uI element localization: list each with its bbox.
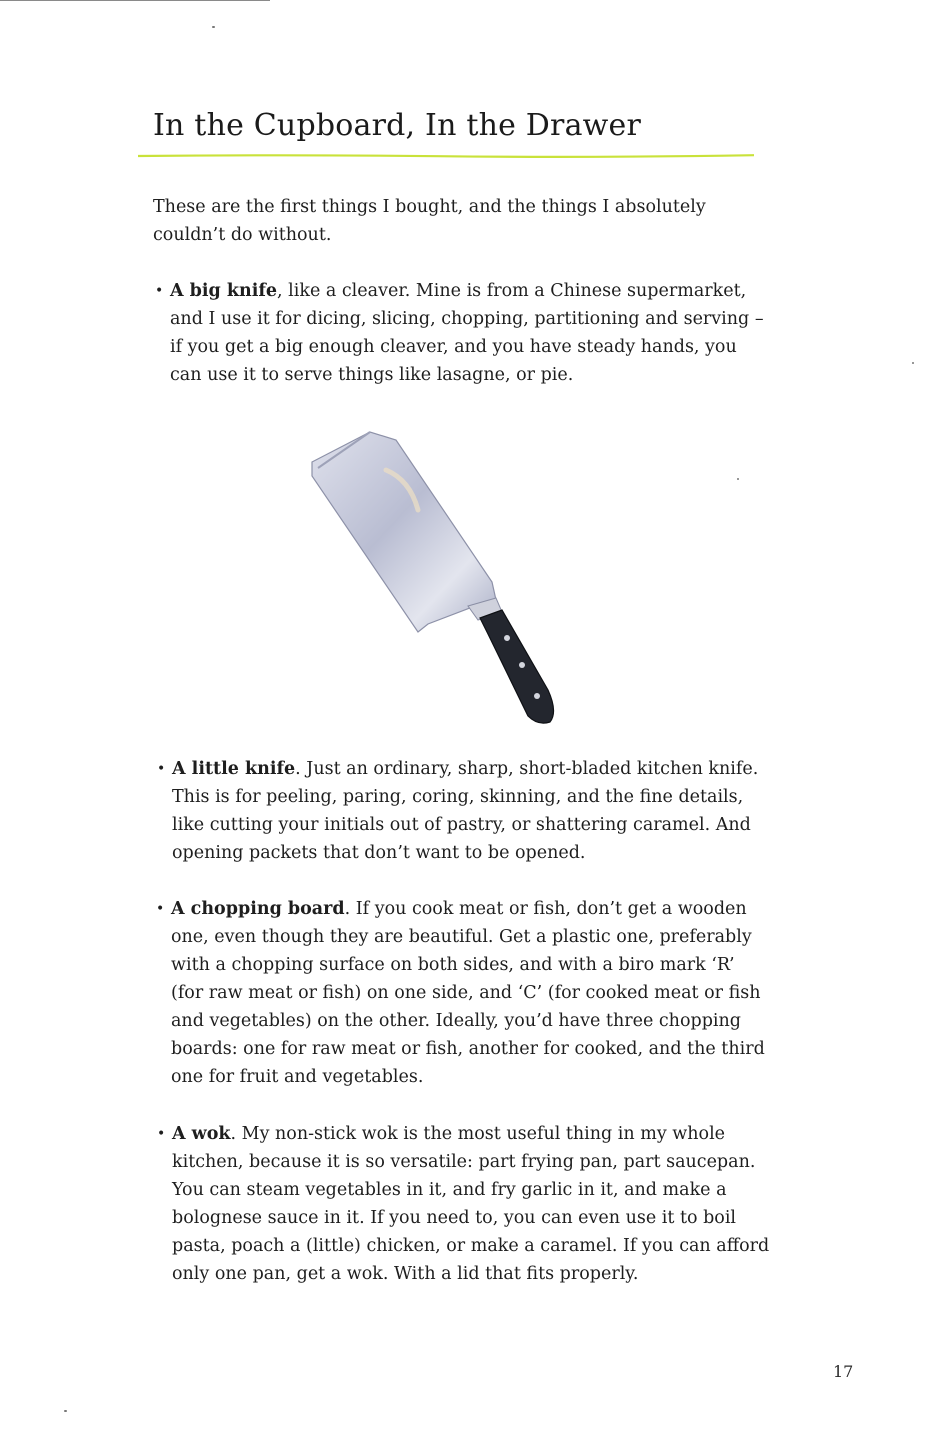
page-edge-line	[0, 0, 270, 1]
bullet-icon: •	[156, 901, 165, 917]
item-text: , like a cleaver. Mine is from a Chinese supermarket, and I use it for dicing, slicing, chopping, partitioning and serving – if you get a big enough cleaver, and you have steady hands, you can use it to serve things like lasagne, or pie.	[170, 281, 764, 385]
item-term: A chopping board	[171, 899, 345, 919]
title-underline	[138, 153, 754, 159]
list-item-chopping-board	[156, 895, 771, 1091]
paper-speck	[64, 1410, 67, 1412]
paper-speck	[912, 362, 914, 364]
list-item-wok	[157, 1120, 772, 1288]
item-term: A big knife	[170, 281, 278, 301]
paper-speck	[737, 478, 739, 480]
bullet-icon: •	[157, 1126, 166, 1142]
intro-paragraph: These are the first things I bought, and the things I absolutely couldn’t do without.	[153, 197, 706, 245]
cleaver-icon	[300, 420, 580, 740]
item-text: . My non-stick wok is the most useful thing in my whole kitchen, because it is so versatile: part frying pan, part saucepan. You can steam vegetables in it, and fry garlic in it, and make a bolognese sauce in it. If you need to, you can even use it to boil pasta, poach a (little) chicken, or make a caramel. If you can afford only one pan, get a wok. With a lid that fits properly.	[172, 1124, 770, 1284]
page-number: 17	[833, 1362, 854, 1381]
bullet-icon: •	[157, 761, 166, 777]
item-term: A little knife	[172, 759, 296, 779]
bullet-icon: •	[155, 283, 164, 299]
list-item-big-knife	[155, 277, 770, 389]
item-text: . If you cook meat or fish, don’t get a wooden one, even though they are beautiful. Get a plastic one, preferably with a chopping surface on both sides, and with a biro mark ‘R’ (for raw meat or fish) on one side, and ‘C’ (for cooked meat or fish and vegetables) on the other. Ideally, you’d have three chopping boards: one for raw meat or fish, another for cooked, and the third one for fruit and vegetables.	[171, 899, 765, 1087]
page-title: In the Cupboard, In the Drawer	[153, 108, 642, 143]
paper-speck	[212, 26, 215, 28]
item-term: A wok	[172, 1124, 231, 1144]
list-item-little-knife	[157, 755, 772, 867]
item-text: . Just an ordinary, sharp, short-bladed kitchen knife. This is for peeling, paring, coring, skinning, and the fine details, like cutting your initials out of pastry, or shattering caramel. And opening packets that don’t want to be opened.	[172, 759, 759, 863]
